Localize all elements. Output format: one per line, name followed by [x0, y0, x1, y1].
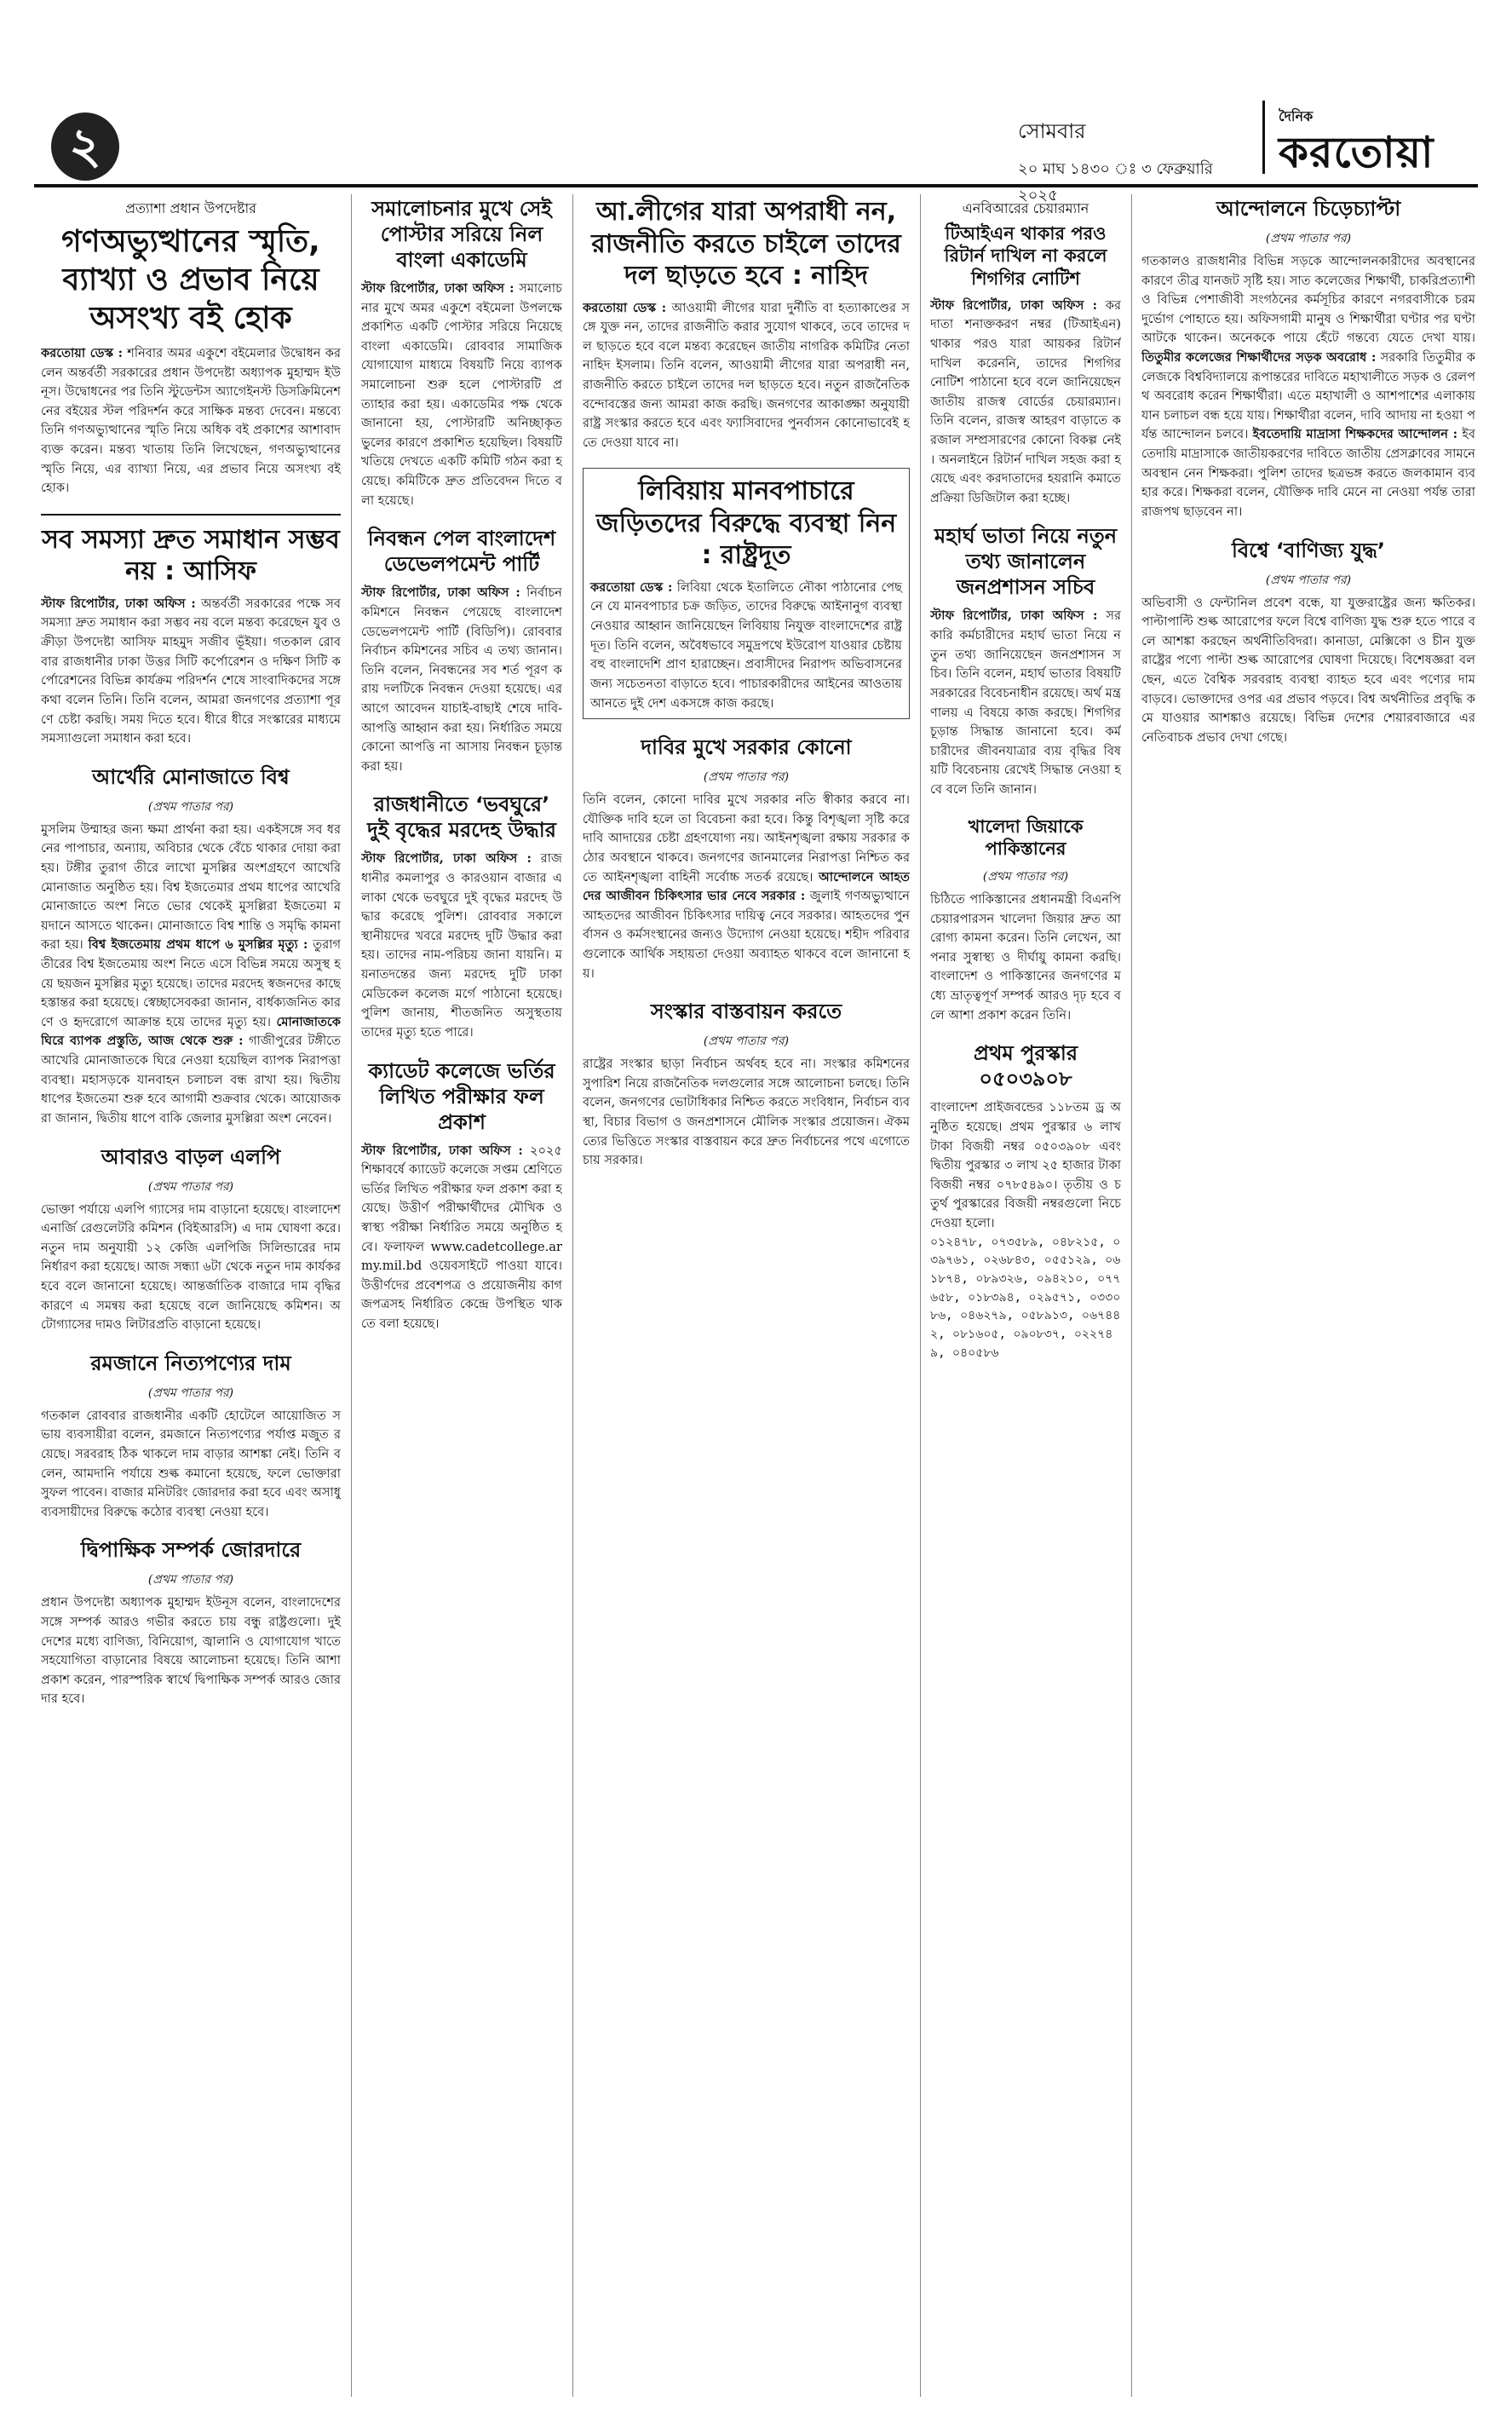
story-kicker: প্রত্যাশা প্রধান উপদেষ্টার	[125, 200, 256, 216]
continuation-note: (প্রথম পাতার পর)	[147, 1179, 234, 1194]
column-5	[1141, 194, 1475, 2397]
story-headline[interactable]: আ.লীগের যারা অপরাধী নন, রাজনীতি করতে চাইলে তাদের দল ছাড়তে হবে : নাহিদ	[591, 197, 901, 291]
story-byline: করতোয়া ডেস্ক :	[590, 579, 673, 595]
story-body: তিনি বলেন, কোনো দাবির মুখে সরকার নতি স্বীকার করবে না। যৌক্তিক দাবি হলে তা বিবেচনা করা হবে। কিন্তু বিশৃঙ্খলা সৃষ্টি করে দাবি আদায়ের চেষ্টা গ্রহণযোগ্য নয়। আইনশৃঙ্খলা রক্ষায় সরকার কঠোর অবস্থানে থাকবে। জনগণের জানমালের নিরাপত্তা নিশ্চিত করতে আইনশৃঙ্খলা বাহিনী সর্বোচ্চ সতর্ক রয়েছে। আন্দোলনে আহতদের আজীবন চিকিৎসার ভার নেবে সরকার : জুলাই গণঅভ্যুত্থানে আহতদের আজীবন চিকিৎসার দায়িত্ব নেবে সরকার। আহতদের পুনর্বাসন ও কর্মসংস্থানের জন্যও উদ্যোগ নেওয়া হয়েছে। শহীদ পরিবারগুলোকে আর্থিক সহায়তা দেওয়া অব্যাহত থাকবে বলে জানানো হয়।	[583, 792, 910, 981]
story-body: অভিবাসী ও ফেন্টানিল প্রবেশ বন্ধে, যা যুক্তরাষ্ট্রের জন্য ক্ষতিকর। পাল্টাপাল্টি শুল্ক আরোপের ফলে বিশ্বে বাণিজ্য যুদ্ধ শুরু হতে পারে বলে আশঙ্কা করছেন অর্থনীতিবিদরা। কানাডা, মেক্সিকো ও চীন যুক্তরাষ্ট্রের পণ্যে পাল্টা শুল্ক আরোপের ঘোষণা দিয়েছে। বিশেষজ্ঞরা বলছেন, এতে বৈশ্বিক সরবরাহ ব্যবস্থা ব্যাহত হবে এবং পণ্যের দাম বাড়বে। ভোক্তাদের ওপর এর প্রভাব পড়বে। বিশ্ব অর্থনীতির প্রবৃদ্ধি কমে যাওয়ার আশঙ্কাও রয়েছে। বিভিন্ন দেশের শেয়ারবাজারে এর নেতিবাচক প্রভাব দেখা গেছে।	[1141, 595, 1475, 745]
story-subhead: আন্দোলনে আহতদের আজীবন চিকিৎসার ভার নেবে সরকার :	[583, 869, 910, 904]
column-1	[41, 194, 341, 2397]
story-khaleda	[930, 815, 1121, 1026]
story-protest-traffic	[1141, 196, 1475, 522]
story-byline: স্টাফ রিপোর্টার, ঢাকা অফিস :	[41, 596, 196, 611]
story-headline[interactable]: খালেদা জিয়াকে পাকিস্তানের	[968, 815, 1084, 859]
story-body: গতকালও রাজধানীর বিভিন্ন সড়কে আন্দোলনকারীদের অবস্থানের কারণে তীব্র যানজট সৃষ্টি হয়। সাত কলেজের শিক্ষার্থী, চাকরিপ্রত্যাশী ও বিভিন্ন পেশাজীবী সংগঠনের কর্মসূচির কারণে নগরবাসীকে চরম দুর্ভোগ পোহাতে হয়। অফিসগামী মানুষ ও শিক্ষার্থীরা ঘণ্টার পর ঘণ্টা আটকে থাকেন। অনেককে পায়ে হেঁটে গন্তব্যে যেতে দেখা যায়। তিতুমীর কলেজের শিক্ষার্থীদের সড়ক অবরোধ : সরকারি তিতুমীর কলেজকে বিশ্ববিদ্যালয়ে রূপান্তরের দাবিতে মহাখালীতে সড়ক ও রেলপথ অবরোধ করেন শিক্ষার্থীরা। এতে মহাখালী ও আশপাশের এলাকায় যান চলাচল বন্ধ হয়ে যায়। শিক্ষার্থীরা বলেন, দাবি আদায় না হওয়া পর্যন্ত আন্দোলন চলবে। ইবতেদায়ি মাদ্রাসা শিক্ষকদের আন্দোলন : ইবতেদায়ি মাদ্রাসাকে জাতীয়করণের দাবিতে জাতীয় প্রেসক্লাবের সামনে অবস্থান নেন শিক্ষকরা। পুলিশ তাদের ছত্রভঙ্গ করতে জলকামান ব্যবহার করে। শিক্ষকরা বলেন, যৌক্তিক দাবি মেনে না নেওয়া পর্যন্ত তারা রাজপথ ছাড়বেন না।	[1141, 254, 1475, 519]
story-body: রাষ্ট্রের সংস্কার ছাড়া নির্বাচন অর্থবহ হবে না। সংস্কার কমিশনের সুপারিশ নিয়ে রাজনৈতিক দলগুলোর সঙ্গে আলোচনা চলছে। তিনি বলেন, জনগণের ভোটাধিকার নিশ্চিত করতে সংবিধান, নির্বাচন ব্যবস্থা, বিচার বিভাগ ও জনপ্রশাসনে মৌলিক সংস্কার প্রয়োজন। ঐকমত্যের ভিত্তিতে সংস্কার বাস্তবায়ন করে দ্রুত নির্বাচনের পথে এগোতে চায় সরকার।	[583, 1057, 910, 1168]
story-byline: স্টাফ রিপোর্টার, ঢাকা অফিস :	[361, 1143, 523, 1158]
story-body: করতোয়া ডেস্ক : লিবিয়া থেকে ইতালিতে নৌকা পাঠানোর পেছনে যে মানবপাচার চক্র জড়িত, তাদের বিরুদ্ধে আইনানুগ ব্যবস্থা নেওয়ার আহ্বান জানিয়েছেন লিবিয়ায় নিযুক্ত বাংলাদেশের রাষ্ট্রদূত। তিনি বলেন, অবৈধভাবে সমুদ্রপথে ইউরোপ যাওয়ার চেষ্টায় বহু বাংলাদেশি প্রাণ হারাচ্ছেন। প্রবাসীদের নিরাপদ অভিবাসনের জন্য সচেতনতা বাড়াতে হবে। পাচারকারীদের আইনের আওতায় আনতে দুই দেশ একসঙ্গে কাজ করছে।	[590, 579, 902, 711]
story-libya	[583, 468, 910, 719]
story-body: গতকাল রোববার রাজধানীর একটি হোটেলে আয়োজিত সভায় ব্যবসায়ীরা বলেন, রমজানে নিত্যপণ্যের পর্যাপ্ত মজুত রয়েছে। সরবরাহ ঠিক থাকলে দাম বাড়ার আশঙ্কা নেই। তিনি বলেন, আমদানি পর্যায়ে শুল্ক কমানো হয়েছে, ফলে ভোক্তারা সুফল পাবেন। বাজার মনিটরিং জোরদার করা হবে এবং অসাধু ব্যবসায়ীদের বিরুদ্ধে কঠোর ব্যবস্থা নেওয়া হবে।	[41, 1408, 341, 1519]
story-demand	[583, 734, 910, 983]
story-byline: স্টাফ রিপোর্টার, ঢাকা অফিস :	[930, 608, 1098, 624]
story-byline: করতোয়া ডেস্ক :	[41, 346, 124, 360]
story-headline[interactable]: টিআইএন থাকার পরও রিটার্ন দাখিল না করলে শিগগির নোটিশ	[944, 223, 1107, 289]
story-headline[interactable]: আবারও বাড়ল এলপি	[101, 1144, 281, 1169]
masthead-date: ২০ মাঘ ১৪৩০ ঃ ৩ ফেব্রুয়ারি ২০২৫	[1018, 160, 1213, 205]
story-kicker: এনবিআরের চেয়ারম্যান	[962, 200, 1089, 216]
continuation-note: (প্রথম পাতার পর)	[1265, 232, 1352, 245]
story-headline[interactable]: মহার্ঘ ভাতা নিয়ে নতুন তথ্য জানালেন জনপ্রশাসন সচিব	[934, 524, 1118, 600]
story-headline[interactable]: সমালোচনার মুখে সেই পোস্টার সরিয়ে নিল বাংলা একাডেমি	[371, 197, 552, 272]
story-headline[interactable]: রাজধানীতে ‘ভবঘুরে’ দুই বৃদ্ধের মরদেহ উদ্ধার	[367, 792, 556, 843]
continuation-note: (প্রথম পাতার পর)	[147, 799, 234, 814]
column-2	[361, 194, 562, 2397]
story-poster	[361, 196, 562, 510]
story-headline[interactable]: প্রথম পুরস্কার ০৫০৩৯০৮	[973, 1041, 1078, 1092]
story-body: স্টাফ রিপোর্টার, ঢাকা অফিস : সরকারি কর্মচারীদের মহার্ঘ ভাতা নিয়ে নতুন তথ্য জানিয়েছেন জনপ্রশাসন সচিব। তিনি বলেন, মহার্ঘ ভাতার বিষয়টি সরকারের বিবেচনাধীন রয়েছে। অর্থ মন্ত্রণালয় এ বিষয়ে কাজ করছে। শিগগির চূড়ান্ত সিদ্ধান্ত জানানো হবে। কর্মচারীদের জীবনযাত্রার ব্যয় বৃদ্ধির বিষয়টি বিবেচনায় রেখেই সিদ্ধান্ত নেওয়া হবে বলে তিনি জানান।	[930, 608, 1121, 797]
continuation-note: (প্রথম পাতার পর)	[147, 1385, 234, 1400]
story-headline[interactable]: বিশ্বে ‘বাণিজ্য যুদ্ধ’	[1231, 538, 1386, 562]
story-byline: স্টাফ রিপোর্টার, ঢাকা অফিস :	[361, 585, 520, 601]
story-prizebond	[930, 1040, 1121, 1362]
story-body: করতোয়া ডেস্ক : আওয়ামী লীগের যারা দুর্নীতি বা হত্যাকাণ্ডের সঙ্গে যুক্ত নন, তাদের রাজনীতি করার সুযোগ থাকবে, তবে তাদের দল ছাড়তে হবে বলে মন্তব্য করেছেন জাতীয় নাগরিক কমিটির নেতা নাহিদ ইসলাম। তিনি বলেন, আওয়ামী লীগের যারা অপরাধী নন, রাজনীতি করতে চাইলে তাদের দল ছাড়তে হবে। নতুন রাজনৈতিক বন্দোবস্তের জন্য আমরা কাজ করছি। জনগণের আকাঙ্ক্ষা অনুযায়ী রাষ্ট্র সংস্কার করতে হবে এবং ফ্যাসিবাদের পুনর্বাসন কোনোভাবেই হতে দেওয়া যাবে না।	[583, 300, 910, 450]
story-headline[interactable]: ক্যাডেট কলেজে ভর্তির লিখিত পরীক্ষার ফল প্রকাশ	[368, 1058, 555, 1134]
story-trade-war	[1141, 538, 1475, 748]
story-headline[interactable]: দ্বিপাক্ষিক সম্পর্ক জোরদারে	[80, 1538, 302, 1563]
story-body: স্টাফ রিপোর্টার, ঢাকা অফিস : নির্বাচন কমিশনে নিবন্ধন পেয়েছে বাংলাদেশ ডেভেলপমেন্ট পার্টি (বিডিপি)। রোববার নির্বাচন কমিশনের সচিব এ তথ্য জানান। তিনি বলেন, নিবন্ধনের সব শর্ত পূরণ করায় দলটিকে নিবন্ধন দেওয়া হয়েছে। এর আগে আবেদন যাচাই-বাছাই শেষে দাবি-আপত্তি আহ্বান করা হয়। নির্ধারিত সময়ে কোনো আপত্তি না আসায় নিবন্ধন চূড়ান্ত করা হয়।	[361, 585, 562, 774]
prize-number-list: ০১২৪৭৮, ০৭৩৫৮৯, ০৪৮২১৫, ০৩৯৭৬১, ০২৬৮৪৩, ০৫৫১২৯, ০৬১৮৭৪, ০৮৯৩২৬, ০৯৪২১০, ০৭৭৬৫৮, ০১৮৩৯৪, ০২৯৫৭১, ০৩৩০৮৬, ০৪৬২৭৯, ০৫৮৯১৩, ০৬৭৪৪২, ০৮১৬০৫, ০৯০৮৩৭, ০২২৭৪৯, ০৪০৫৮৬	[930, 1235, 1121, 1360]
story-headline[interactable]: আর্খেরি মোনাজাতে বিশ্ব	[92, 764, 290, 789]
story-headline[interactable]: দাবির মুখে সরকার কোনো	[641, 735, 852, 760]
continuation-note: (প্রথম পাতার পর)	[703, 770, 790, 785]
story-headline[interactable]: লিবিয়ায় মানবপাচারে জড়িতদের বিরুদ্ধে ব্যবস্থা নিন : রাষ্ট্রদূত	[595, 476, 897, 571]
story-nbr	[930, 198, 1121, 508]
story-bodies-recovered	[361, 792, 562, 1042]
story-body: স্টাফ রিপোর্টার, ঢাকা অফিস : রাজধানীর কমলাপুর ও কারওয়ান বাজার এলাকা থেকে ভবঘুরে দুই বৃদ্ধের মরদেহ উদ্ধার করেছে পুলিশ। রোববার সকালে স্থানীয়দের খবরে মরদেহ দুটি উদ্ধার করা হয়। তাদের নাম-পরিচয় জানা যায়নি। ময়নাতদন্তের জন্য মরদেহ দুটি ঢাকা মেডিকেল কলেজ মর্গে পাঠানো হয়েছে। পুলিশ জানায়, শীতজনিত অসুস্থতায় তাদের মৃত্যু হতে পারে।	[361, 851, 562, 1040]
newspaper-logo	[1262, 101, 1478, 177]
story-subhead: মোনাজাতকে ঘিরে ব্যাপক প্রস্তুতি, আজ থেকে শুরু :	[41, 1014, 341, 1049]
logo-prefix: দৈনিক	[1279, 108, 1314, 124]
story-headline[interactable]: গণঅভ্যুত্থানের স্মৃতি, ব্যাখ্যা ও প্রভাব নিয়ে অসংখ্য বই হোক	[61, 224, 320, 336]
story-headline[interactable]: আন্দোলনে চিড়েচ্যাপ্টা	[1216, 197, 1401, 221]
story-body: মুসলিম উম্মাহর জন্য ক্ষমা প্রার্থনা করা হয়। একইসঙ্গে সব ধরনের পাপাচার, অন্যায়, অবিচার থেকে বেঁচে থাকার দোয়া করা হয়। টঙ্গীর তুরাগ তীরে লাখো মুসল্লির অংশগ্রহণে আখেরি মোনাজাত অনুষ্ঠিত হয়। বিশ্ব ইজতেমার প্রথম ধাপের আখেরি মোনাজাতে অংশ নিতে ভোর থেকেই মুসল্লিরা ইজতেমা ময়দানে আসতে থাকেন। মোনাজাতে বিশ্ব শান্তি ও সমৃদ্ধি কামনা করা হয়। বিশ্ব ইজতেমায় প্রথম ধাপে ৬ মুসল্লির মৃত্যু : তুরাগ তীরের বিশ্ব ইজতেমায় অংশ নিতে এসে বিভিন্ন সময়ে অসুস্থ হয়ে ছয়জন মুসল্লির মৃত্যু হয়েছে। তাদের মরদেহ স্বজনদের কাছে হস্তান্তর করা হয়েছে। স্বেচ্ছাসেবকরা জানান, বার্ধক্যজনিত কারণে ও হৃদরোগে আক্রান্ত হয়ে তাদের মৃত্যু হয়। মোনাজাতকে ঘিরে ব্যাপক প্রস্তুতি, আজ থেকে শুরু : গাজীপুরের টঙ্গীতে আখেরি মোনাজাতকে ঘিরে নেওয়া হয়েছিল ব্যাপক নিরাপত্তা ব্যবস্থা। মহাসড়কে যানবাহন চলাচল বন্ধ রাখা হয়। দ্বিতীয় ধাপের ইজতেমা শুরু হবে আগামী শুক্রবার থেকে। আয়োজকরা জানান, দ্বিতীয় ধাপে বাকি জেলার মুসল্লিরা অংশ নেবেন।	[41, 821, 341, 1126]
masthead	[1018, 101, 1478, 205]
story-asif	[41, 524, 341, 749]
story-allowance	[930, 523, 1121, 799]
column-3	[583, 194, 910, 2397]
masthead-rule	[34, 184, 1478, 187]
story-body: স্টাফ রিপোর্টার, ঢাকা অফিস : অন্তর্বর্তী সরকারের পক্ষে সব সমস্যা দ্রুত সমাধান করা সম্ভব নয় বলে মন্তব্য করেছেন যুব ও ক্রীড়া উপদেষ্টা আসিফ মাহমুদ সজীব ভূঁইয়া। গতকাল রোববার রাজধানীর ঢাকা উত্তর সিটি কর্পোরেশন ও দক্ষিণ সিটি কর্পোরেশনের বিভিন্ন কার্যক্রম পরিদর্শন শেষে সাংবাদিকদের সঙ্গে কথা বলেন তিনি। তিনি বলেন, আমরা জনগণের প্রত্যাশা পূরণে চেষ্টা করছি। সময় দিতে হবে। ধীরে ধীরে সংস্কারের মাধ্যমে সমস্যাগুলো সমাধান করা হবে।	[41, 596, 341, 746]
continuation-note: (প্রথম পাতার পর)	[1265, 573, 1352, 587]
column-rule	[351, 194, 352, 2397]
story-body: ভোক্তা পর্যায়ে এলপি গ্যাসের দাম বাড়ানো হয়েছে। বাংলাদেশ এনার্জি রেগুলেটরি কমিশন (বিইআরসি) এ দাম ঘোষণা করে। নতুন দাম অনুযায়ী ১২ কেজি এলপিজি সিলিন্ডারের দাম নির্ধারণ করা হয়েছে। আজ সন্ধ্যা ৬টা থেকে নতুন দাম কার্যকর হবে বলে জানানো হয়েছে। আন্তর্জাতিক বাজারে দাম বৃদ্ধির কারণে এ সমন্বয় করা হয়েছে বলে জানিয়েছে কমিশন। অটোগ্যাসের দামও লিটারপ্রতি বাড়ানো হয়েছে।	[41, 1201, 341, 1333]
story-headline[interactable]: রমজানে নিত্যপণ্যের দাম	[90, 1351, 291, 1375]
story-lead	[41, 198, 341, 498]
page-number-badge: ২	[51, 112, 119, 181]
continuation-note: (প্রথম পাতার পর)	[703, 1034, 790, 1049]
story-bilateral	[41, 1537, 341, 1709]
story-divider	[41, 514, 341, 516]
story-ndp	[361, 526, 562, 776]
logo-name: করতোয়া	[1279, 127, 1434, 177]
continuation-note: (প্রথম পাতার পর)	[147, 1573, 234, 1587]
story-lpg	[41, 1144, 341, 1335]
story-body: বাংলাদেশ প্রাইজবন্ডের ১১৮তম ড্র অনুষ্ঠিত হয়েছে। প্রথম পুরস্কার ৬ লাখ টাকা বিজয়ী নম্বর ০৫০৩৯০৮ এবং দ্বিতীয় পুরস্কার ৩ লাখ ২৫ হাজার টাকা বিজয়ী নম্বর ০৭৮৫৪৯০। তৃতীয় ও চতুর্থ পুরস্কারের বিজয়ী নম্বরগুলো নিচে দেওয়া হলো।	[930, 1100, 1121, 1230]
story-ramadan	[41, 1351, 341, 1523]
story-body: প্রধান উপদেষ্টা অধ্যাপক মুহাম্মদ ইউনূস বলেন, বাংলাদেশের সঙ্গে সম্পর্ক আরও গভীর করতে চায় বন্ধু রাষ্ট্রগুলো। দুই দেশের মধ্যে বাণিজ্য, বিনিয়োগ, জ্বালানি ও যোগাযোগ খাতে সহযোগিতা বাড়ানোর বিষয়ে আলোচনা হয়েছে। তিনি আশা প্রকাশ করেন, পারস্পরিক স্বার্থে দ্বিপাক্ষিক সম্পর্ক আরও জোরদার হবে।	[41, 1595, 341, 1707]
story-subhead: তিতুমীর কলেজের শিক্ষার্থীদের সড়ক অবরোধ :	[1141, 350, 1377, 366]
story-headline[interactable]: নিবন্ধন পেল বাংলাদেশ ডেভেলপমেন্ট পার্টি	[367, 527, 556, 577]
continuation-note: (প্রথম পাতার পর)	[982, 870, 1069, 884]
story-byline: স্টাফ রিপোর্টার, ঢাকা অফিস :	[930, 297, 1097, 313]
column-rule	[1131, 194, 1132, 2397]
story-cadet	[361, 1058, 562, 1334]
story-subhead: ইবতেদায়ি মাদ্রাসা শিক্ষকদের আন্দোলন :	[1252, 427, 1458, 442]
story-body: স্টাফ রিপোর্টার, ঢাকা অফিস : ২০২৫ শিক্ষাবর্ষে ক্যাডেট কলেজে সপ্তম শ্রেণিতে ভর্তির লিখিত পরীক্ষার ফল প্রকাশ করা হয়েছে। উত্তীর্ণ পরীক্ষার্থীদের মৌখিক ও স্বাস্থ্য পরীক্ষা নির্ধারিত সময়ে অনুষ্ঠিত হবে। ফলাফল www.cadetcollege.army.mil.bd ওয়েবসাইটে পাওয়া যাবে। উত্তীর্ণদের প্রবেশপত্র ও প্রয়োজনীয় কাগজপত্রসহ নির্ধারিত কেন্দ্রে উপস্থিত থাকতে বলা হয়েছে।	[361, 1143, 562, 1331]
story-byline: করতোয়া ডেস্ক :	[583, 300, 667, 315]
story-body: স্টাফ রিপোর্টার, ঢাকা অফিস : সমালোচনার মুখে অমর একুশে বইমেলা উপলক্ষে প্রকাশিত একটি পোস্টার সরিয়ে নিয়েছে বাংলা একাডেমি। রোববার সামাজিক যোগাযোগ মাধ্যমে বিষয়টি নিয়ে ব্যাপক সমালোচনা শুরু হলে পোস্টারটি প্রত্যাহার করা হয়। একাডেমির পক্ষ থেকে জানানো হয়, পোস্টারটি অনিচ্ছাকৃত ভুলের কারণে প্রকাশিত হয়েছিল। বিষয়টি খতিয়ে দেখতে একটি কমিটি গঠন করা হয়েছে। কমিটিকে দ্রুত প্রতিবেদন দিতে বলা হয়েছে।	[361, 281, 562, 508]
column-rule	[572, 194, 573, 2397]
story-nahid	[583, 196, 910, 452]
column-4	[930, 194, 1121, 2397]
story-body: চিঠিতে পাকিস্তানের প্রধানমন্ত্রী বিএনপি চেয়ারপারসন খালেদা জিয়ার দ্রুত আরোগ্য কামনা করেন। তিনি লেখেন, আপনার সুস্বাস্থ্য ও দীর্ঘায়ু কামনা করছি। বাংলাদেশ ও পাকিস্তানের জনগণের মধ্যে ভ্রাতৃত্বপূর্ণ সম্পর্ক আরও দৃঢ় হবে বলে আশা প্রকাশ করেন তিনি।	[930, 892, 1121, 1023]
column-rule	[920, 194, 921, 2397]
story-headline[interactable]: সব সমস্যা দ্রুত সমাধান সম্ভব নয় : আসিফ	[42, 524, 340, 587]
story-headline[interactable]: সংস্কার বাস্তবায়ন করতে	[650, 999, 842, 1024]
story-byline: স্টাফ রিপোর্টার, ঢাকা অফিস :	[361, 281, 515, 296]
story-body: করতোয়া ডেস্ক : শনিবার অমর একুশে বইমেলার উদ্বোধন করলেন অন্তর্বর্তী সরকারের প্রধান উপদেষ্টা অধ্যাপক মুহাম্মদ ইউনূস। উদ্বোধনের পর তিনি স্টুডেন্টস অ্যাগেইনস্ট ডিসক্রিমিনেশনের বইয়ের স্টল পরিদর্শন করে সাক্ষিক মন্তব্য দেবেন। মন্তব্যে তিনি গণঅভ্যুত্থানের স্মৃতি নিয়ে অধিক বই প্রকাশের আশাবাদ ব্যক্ত করেন। মন্তব্য খাতায় তিনি লিখেছেন, গণঅভ্যুত্থানের স্মৃতি নিয়ে, এর ব্যাখ্যা নিয়ে, এর প্রভাব নিয়ে অসংখ্য বই হোক।	[41, 346, 341, 496]
story-subhead: বিশ্ব ইজতেমায় প্রথম ধাপে ৬ মুসল্লির মৃত্যু :	[88, 937, 308, 953]
story-byline: স্টাফ রিপোর্টার, ঢাকা অফিস :	[361, 851, 532, 867]
masthead-day: সোমবার	[1018, 119, 1086, 143]
story-reform	[583, 999, 910, 1171]
story-ijtema	[41, 764, 341, 1129]
story-body: স্টাফ রিপোর্টার, ঢাকা অফিস : করদাতা শনাক্তকরণ নম্বর (টিআইএন) থাকার পরও যারা আয়কর রিটার্ন দাখিল করেননি, তাদের শিগগির নোটিশ পাঠানো হবে বলে জানিয়েছেন জাতীয় রাজস্ব বোর্ডের চেয়ারম্যান। তিনি বলেন, রাজস্ব আহরণ বাড়াতে করজাল সম্প্রসারণের কোনো বিকল্প নেই। অনলাইনে রিটার্ন দাখিল সহজ করা হয়েছে এবং করদাতাদের হয়রানি কমাতে প্রক্রিয়া ডিজিটাল করা হচ্ছে।	[930, 297, 1121, 505]
